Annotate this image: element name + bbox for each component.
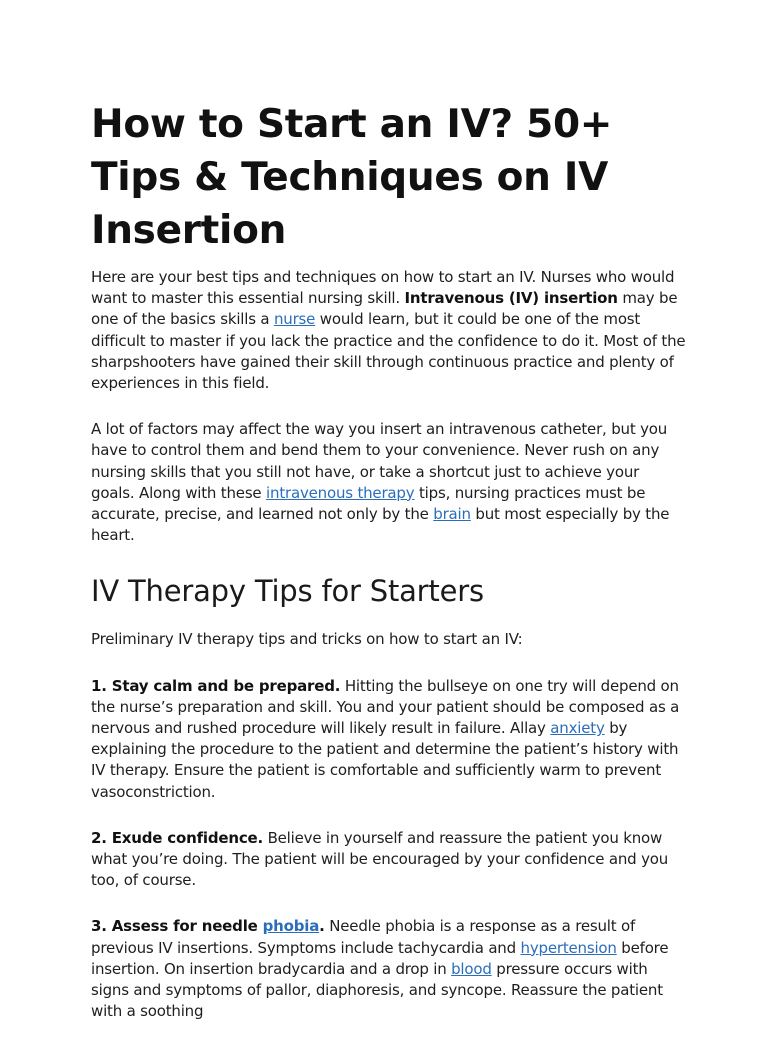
section-heading: IV Therapy Tips for Starters [91,574,484,609]
tip-1-lead: 1. Stay calm and be prepared. [91,676,341,695]
intro-bold: Intravenous (IV) insertion [404,289,618,308]
link-brain[interactable]: brain [433,505,471,524]
link-anxiety[interactable]: anxiety [550,719,605,738]
link-blood[interactable]: blood [451,959,492,978]
article [91,98,687,1047]
factors-paragraph: A lot of factors may affect the way you insert an intravenous catheter, but you have to control them and bend them to your convenience. Never rush on any nursing skills that you still not have, or take a shortcut just to achieve your goals. Along with these intravenous therapy tips, nursing practices must be accurate, precise, and learned not only by the brain but most especially by the heart. [91,420,670,545]
tip-2: 2. Exude confidence. Believe in yourself and reassure the patient you know what you’re doing. The patient will be encouraged by your confidence and you too, of course. [91,828,669,890]
tip-1: 1. Stay calm and be prepared. Hitting the bullseye on one try will depend on the nurse’s preparation and skill. You and your patient should be composed as a nervous and rushed procedure will likely result in failure. Allay anxiety by explaining the procedure to the patient and determine the patient’s history with IV therapy. Ensure the patient is comfortable and sufficiently warm to prevent vasoconstriction. [91,676,680,801]
tip-2-lead: 2. Exude confidence. [91,828,263,847]
tip-3-lead: 3. Assess for needle [91,917,263,936]
link-intravenous-therapy[interactable]: intravenous therapy [266,483,415,502]
link-nurse[interactable]: nurse [273,310,316,329]
link-hypertension[interactable]: hypertension [520,938,617,957]
intro-paragraph: Here are your best tips and techniques on how to start an IV. Nurses who would want to master this essential nursing skill. Intravenous (IV) insertion may be one of the basics skills a nurse would learn, but it could be one of the most difficult to master if you lack the practice and the confidence to do it. Most of the sharpshooters have gained their skill through continuous practice and plenty of experiences in this field. [91,268,686,393]
tip-3: 3. Assess for needle phobia. Needle phobia is a response as a result of previous IV insertions. Symptoms include tachycardia and hypertension before insertion. On insertion bradycardia and a drop in blood pressure occurs with signs and symptoms of pallor, diaphoresis, and syncope. Reassure the patient with a soothing [91,917,669,1021]
article-title: How to Start an IV? 50+ Tips & Techniques on IV Insertion [91,102,613,253]
link-phobia[interactable]: phobia [262,917,320,936]
section-intro: Preliminary IV therapy tips and tricks on how to start an IV: [91,630,523,649]
